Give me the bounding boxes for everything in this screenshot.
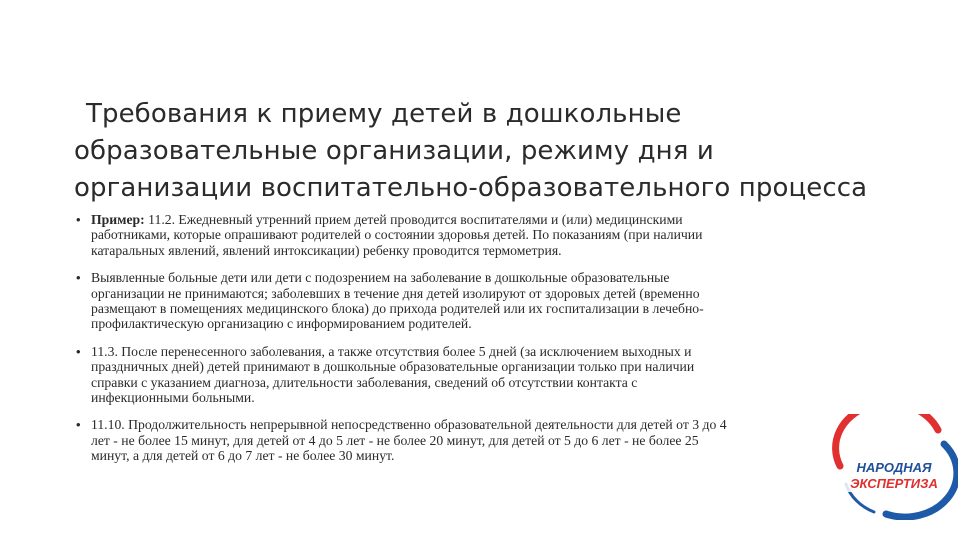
title-line: Требования к приему детей в дошкольные <box>86 99 682 129</box>
bullet-line: праздничных дней) детей принимают в дошкольные образовательные организации только при наличии <box>91 359 695 375</box>
bullet-line: инфекционными больными. <box>91 390 255 406</box>
bullet-dot-icon: • <box>76 343 81 359</box>
logo-line-2: ЭКСПЕРТИЗА <box>850 476 938 491</box>
bullet-line: работниками, которые опрашивают родителей о состоянии здоровья детей. По показаниям (при наличии <box>91 227 703 243</box>
bullet-line: Выявленные больные дети или дети с подозрением на заболевание в дошкольные образовательные <box>91 270 670 286</box>
title-line: организации воспитательно-образовательного процесса <box>74 173 868 203</box>
narodnaya-ekspertiza-logo <box>826 414 958 520</box>
bullet-line: лет - не более 15 минут, для детей от 4 до 5 лет - не более 20 минут, для детей от 5 до 6 лет - не более 25 <box>91 432 699 448</box>
bullet-item <box>76 344 891 406</box>
bullet-line <box>91 212 891 227</box>
bullet-bold-prefix: Пример: <box>91 212 145 227</box>
bullet-line: минут, а для детей от 6 до 7 лет - не более 30 минут. <box>91 448 395 464</box>
bullet-text: 11.2. Ежедневный утренний прием детей проводится воспитателями и (или) медицинскими <box>144 212 683 227</box>
bullet-line: организации не принимаются; заболевших в течение дня детей изолируют от здоровых детей (временно <box>91 285 700 301</box>
bullet-list <box>76 212 891 476</box>
title-line: образовательные организации, режиму дня и <box>74 136 714 166</box>
logo-graphic <box>826 414 958 520</box>
bullet-line: профилактическую организацию с информированием родителей. <box>91 316 472 332</box>
bullet-dot-icon: • <box>76 212 81 227</box>
bullet-line: 11.10. Продолжительность непрерывной непосредственно образовательной деятельности для детей от 3 до 4 <box>91 417 727 433</box>
bullet-line: справки с указанием диагноза, длительности заболевания, сведений об отсутствии контакта с <box>91 374 638 390</box>
bullet-item <box>76 270 891 332</box>
slide-title <box>74 96 914 207</box>
bullet-line: 11.3. После перенесенного заболевания, а также отсутствия более 5 дней (за исключением выходных и <box>91 343 692 359</box>
bullet-item <box>76 417 891 463</box>
bullet-line: катаральных явлений, явлений интоксикации) ребенку проводится термометрия. <box>91 242 562 258</box>
bullet-dot-icon: • <box>76 417 81 433</box>
bullet-dot-icon: • <box>76 270 81 286</box>
bullet-item <box>76 212 891 258</box>
logo-line-1: НАРОДНАЯ <box>856 460 932 475</box>
bullet-line: размещают в помещениях медицинского блока) до прихода родителей или их госпитализации в лечебно- <box>91 301 704 317</box>
